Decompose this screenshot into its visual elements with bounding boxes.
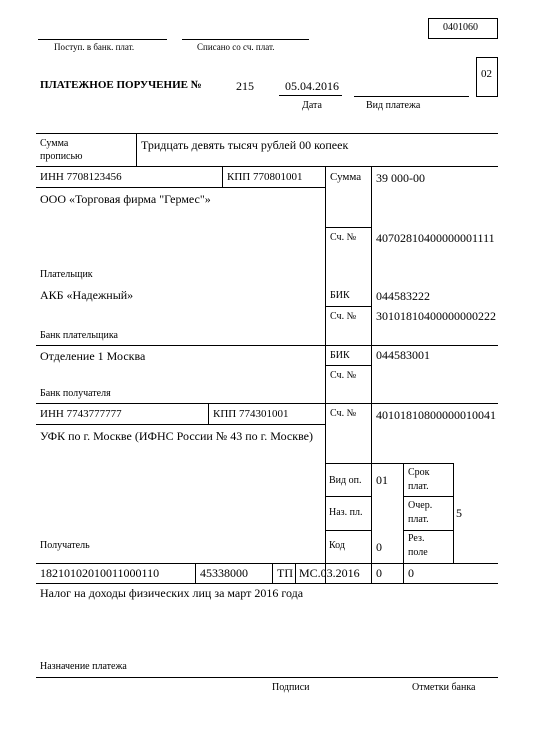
amount-words-label-1: Сумма [40, 138, 69, 149]
recipient-bank-account-label: Сч. № [330, 370, 357, 381]
vid-op-value: 01 [376, 473, 388, 487]
rule-tax-divider-2 [272, 563, 273, 583]
document-number: 215 [236, 79, 254, 93]
document-title: ПЛАТЕЖНОЕ ПОРУЧЕНИЕ № [40, 79, 202, 91]
payment-type-line [354, 96, 469, 97]
tax-oktmo: 45338000 [200, 566, 248, 580]
rule-purpose-bottom [36, 677, 498, 678]
ocher-value: 5 [456, 506, 462, 520]
rule-amount-words-divider [136, 133, 137, 166]
recipient-kpp: КПП 774301001 [213, 408, 289, 420]
rule-amount-words-top [36, 133, 498, 134]
rez-label-1: Рез. [408, 533, 425, 544]
recipient-bank-label: Банк получателя [40, 388, 111, 399]
purpose-label: Назначение платежа [40, 661, 127, 672]
payer-bank-label: Банк плательщика [40, 330, 118, 341]
rule-tax-divider-1 [195, 563, 196, 583]
payer-bik-label: БИК [330, 290, 350, 301]
rule-payer-inn-bottom [36, 187, 325, 188]
document-date: 05.04.2016 [285, 79, 339, 93]
rule-operation-row-3-right [403, 530, 453, 531]
recipient-label: Получатель [40, 540, 90, 551]
vid-op-label: Вид оп. [329, 475, 362, 486]
srok-label-1: Срок [408, 467, 430, 478]
amount-words-label-2: прописью [40, 151, 83, 162]
recipient-account-label: Сч. № [330, 408, 357, 419]
status-code: 02 [481, 68, 492, 80]
rule-col-value-left [371, 166, 372, 583]
form-code: 0401060 [443, 22, 478, 33]
payer-name: ООО «Торговая фирма "Гермес"» [40, 192, 211, 206]
rule-payer-account-top [325, 227, 371, 228]
date-label: Дата [302, 100, 322, 111]
payer-kpp: КПП 770801001 [227, 171, 303, 183]
bank-marks-label: Отметки банка [412, 682, 476, 693]
payment-type-label: Вид платежа [366, 100, 421, 111]
rule-col-label-left [325, 166, 326, 583]
payer-inn: ИНН 7708123456 [40, 171, 122, 183]
payer-account-label: Сч. № [330, 232, 357, 243]
rule-payer-top [36, 166, 498, 167]
rule-recipient-bank-top [36, 345, 498, 346]
payer-account-value: 40702810400000001111 [376, 231, 495, 245]
rule-operation-inner [403, 463, 404, 583]
payer-bik: 044583222 [376, 289, 430, 303]
recipient-name: УФК по г. Москве (ИФНС России № 43 по г. Москве) [40, 429, 313, 443]
tax-doc-date: 0 [408, 566, 414, 580]
naz-pl-label: Наз. пл. [329, 507, 363, 518]
rule-payer-bank-account-top [325, 306, 371, 307]
debited-label: Списано со сч. плат. [197, 42, 275, 52]
rez-label-2: поле [408, 547, 428, 558]
rule-payer-inn-divider [222, 166, 223, 187]
rule-tax-fields-bottom [36, 583, 498, 584]
recipient-bik-label: БИК [330, 350, 350, 361]
rule-tax-fields-top [36, 563, 498, 564]
rule-recipient-top [36, 403, 498, 404]
recipient-inn: ИНН 7743777777 [40, 408, 122, 420]
date-line [279, 95, 342, 96]
rule-recipient-inn-bottom [36, 424, 325, 425]
recipient-bik: 044583001 [376, 348, 430, 362]
payer-label: Плательщик [40, 269, 93, 280]
amount-value: 39 000-00 [376, 171, 425, 185]
kod-label: Код [329, 540, 345, 551]
payer-bank-account: 30101810400000000222 [376, 309, 496, 323]
rule-operation-row-2 [325, 496, 371, 497]
kod-value: 0 [376, 540, 382, 554]
rule-tax-divider-3 [295, 563, 296, 583]
tax-doc-number: 0 [376, 566, 382, 580]
signatures-label: Подписи [272, 682, 310, 693]
received-line [38, 39, 167, 40]
payer-bank-account-label: Сч. № [330, 311, 357, 322]
tax-kbk: 18210102010011000110 [40, 566, 160, 580]
purpose-text: Налог на доходы физических лиц за март 2016 года [40, 586, 304, 600]
recipient-account: 40101810800000010041 [376, 408, 496, 422]
rule-operation-right [453, 463, 454, 563]
ocher-label-2: плат. [408, 514, 429, 525]
rule-operation-row-2-right [403, 496, 453, 497]
rule-recipient-inn-divider [208, 403, 209, 424]
srok-label-2: плат. [408, 481, 429, 492]
received-label: Поступ. в банк. плат. [54, 42, 135, 52]
payer-bank-name: АКБ «Надежный» [40, 288, 134, 302]
recipient-bank-name: Отделение 1 Москва [40, 349, 146, 363]
rule-operation-row-3 [325, 530, 371, 531]
ocher-label-1: Очер. [408, 500, 433, 511]
tax-period: МС.03.2016 [299, 566, 360, 580]
rule-operation-top [325, 463, 453, 464]
amount-words-value: Тридцать девять тысяч рублей 00 копеек [141, 138, 349, 152]
rule-recipient-bank-account-top [325, 365, 371, 366]
tax-basis: ТП [277, 566, 293, 580]
debited-line [182, 39, 309, 40]
amount-label: Сумма [330, 171, 362, 183]
